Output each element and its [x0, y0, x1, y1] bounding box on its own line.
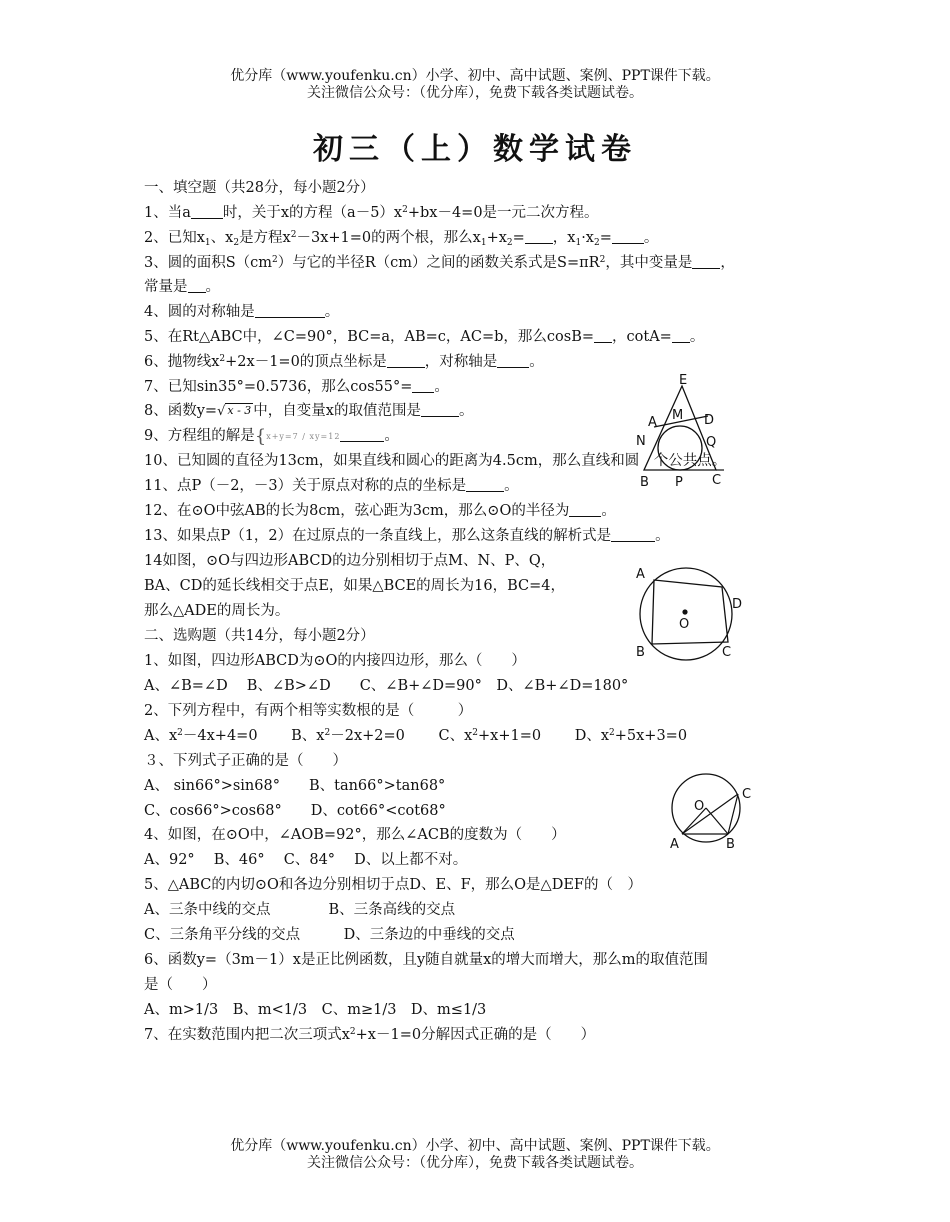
s1-q4: 4、圆的对称轴是 。	[144, 304, 340, 320]
page-footer	[0, 1138, 950, 1172]
s1-q6: 6、抛物线$x^2+2x-1=0$的顶点坐标是 ，对称轴是 。	[144, 354, 544, 370]
header-line-1: 优分库（www.youfenku.cn）小学、初中、高中试题、案例、PPT课件下载。	[230, 68, 720, 84]
label-E: E	[679, 373, 688, 388]
s2-q6-line1: 6、函数y=（3m－1）x是正比例函数，且y随自就量x的增大而增大，那么m的取值范围	[144, 952, 709, 968]
s1-q7: 7、已知sin35°=0.5736，那么cos55°= 。	[144, 379, 449, 395]
s2-q5-options-1: A、三条中线的交点 B、三条高线的交点	[144, 902, 456, 918]
incircle	[658, 426, 702, 470]
s1-q12: 12、在⊙O中弦AB的长为8cm，弦心距为3cm，那么⊙O的半径为 。	[144, 503, 616, 519]
label-B: B	[636, 645, 645, 660]
s2-q7: 7、在实数范围内把二次三项式$x^2+x-1=0$分解因式正确的是（ ）	[144, 1027, 596, 1043]
s1-q14-line2: BA、CD的延长线相交于点E，如果△BCE的周长为16，BC=4，	[144, 578, 566, 594]
label-A: A	[670, 837, 679, 852]
footer-line-2: 关注微信公众号：（优分库），免费下载各类试题试卷。	[307, 1155, 643, 1171]
s1-q13: 13、如果点P（1，2）在过原点的一条直线上，那么这条直线的解析式是 。	[144, 528, 670, 544]
s1-q3-line2: 常量是 。	[144, 279, 220, 295]
page-title: 初三（上）数学试卷	[313, 132, 637, 167]
figure-cyclic-quadrilateral	[628, 560, 754, 668]
page-header	[0, 68, 950, 102]
label-B: B	[640, 475, 649, 490]
s1-q10: 10、已知圆的直径为13cm，如果直线和圆心的距离为4.5cm，那么直线和圆 个公共点。	[144, 453, 727, 469]
s2-q3-options-1: A、 sin66°>sin68° B、tan66°>tan68°	[144, 778, 446, 794]
s2-q2-options: A、$x^2-4x+4=0$ B、$x^2-2x+2=0$ C、$x^2+x+1=0$ D、$x^2+5x+3=0$	[144, 728, 688, 744]
s1-q5: 5、在Rt△ABC中，∠C=90°，BC=a，AB=c，AC=b，那么cosB= ，cotA= 。	[144, 329, 705, 345]
s2-q6-options: A、m>1/3 B、m<1/3 C、m≥1/3 D、m≤1/3	[144, 1002, 487, 1018]
s2-q6-line2: 是（ ）	[144, 977, 217, 993]
figure-triangle-incircle	[628, 372, 736, 490]
label-Q: Q	[706, 435, 717, 450]
label-D: D	[704, 413, 715, 428]
label-C: C	[712, 473, 722, 488]
section2-heading: 二、选购题（共14分，每小题2分）	[144, 628, 375, 644]
center-dot	[682, 609, 687, 614]
header-line-2: 关注微信公众号：（优分库），免费下载各类试题试卷。	[307, 85, 643, 101]
label-B: B	[726, 837, 735, 852]
equation-system: x+y=7 / xy=12	[266, 432, 341, 441]
label-P: P	[675, 475, 683, 490]
s2-q3: ３、下列式子正确的是（ ）	[144, 753, 347, 769]
section1-heading: 一、填空题（共28分，每小题2分）	[144, 180, 375, 196]
s2-q5: 5、△ABC的内切⊙O和各边分别相切于点D、E、F，那么O是△DEF的（ ）	[144, 877, 642, 893]
footer-line-1: 优分库（www.youfenku.cn）小学、初中、高中试题、案例、PPT课件下载。	[230, 1138, 720, 1154]
label-C: C	[722, 645, 732, 660]
label-A: A	[636, 567, 645, 582]
s2-q5-options-2: C、三条角平分线的交点 D、三条边的中垂线的交点	[144, 927, 515, 943]
s2-q2: 2、下列方程中，有两个相等实数根的是（ ）	[144, 703, 473, 719]
s2-q1-options: A、∠B=∠D B、∠B>∠D C、∠B+∠D=90° D、∠B+∠D=180°	[144, 678, 629, 694]
s2-q4: 4、如图，在⊙O中，∠AOB=92°，那么∠ACB的度数为（ ）	[144, 827, 566, 843]
s1-q2: 2、已知$x_1$、$x_2$是方程$x^2-3x+1=0$的两个根，那么$x_1+x_2=$ ，$x_1\cdot x_2=$ 。	[144, 230, 659, 248]
label-C: C	[742, 787, 752, 802]
s1-q3-line1: 3、圆的面积$S(cm^2)$与它的半径R（cm）之间的函数关系式是$S=\pi R^2$，其中变量是 ，	[144, 255, 735, 271]
s1-q9: 9、方程组的解是{x+y=7 / xy=12 。	[144, 426, 399, 447]
s2-q3-options-2: C、cos66°>cos68° D、cot66°<cot68°	[144, 803, 446, 819]
sqrt-radicand: x - 3	[227, 404, 252, 417]
label-M: M	[672, 408, 684, 423]
label-N: N	[636, 434, 646, 449]
s1-q11: 11、点P（－2，－3）关于原点对称的点的坐标是 。	[144, 478, 519, 494]
label-D: D	[732, 597, 743, 612]
figure-circle-angle	[660, 770, 760, 852]
s2-q4-options: A、92° B、46° C、84° D、以上都不对。	[144, 852, 468, 868]
s1-q14-line3: 那么△ADE的周长为。	[144, 603, 290, 619]
segment-ob	[706, 808, 728, 834]
label-O: O	[679, 617, 690, 632]
s1-q8: 8、函数y=√ x - 3 中，自变量x的取值范围是 。	[144, 403, 474, 419]
quadrilateral-abcd	[652, 580, 728, 644]
label-A: A	[648, 415, 657, 430]
s1-q14-line1: 14如图，⊙O与四边形ABCD的边分别相切于点M、N、P、Q，	[144, 553, 556, 569]
s2-q1: 1、如图，四边形ABCD为⊙O的内接四边形，那么（ ）	[144, 653, 526, 669]
label-O: O	[694, 799, 705, 814]
s1-q1: 1、当a 时，关于x的方程$(a-5)x^2+bx-4=0$是一元二次方程。	[144, 205, 599, 221]
